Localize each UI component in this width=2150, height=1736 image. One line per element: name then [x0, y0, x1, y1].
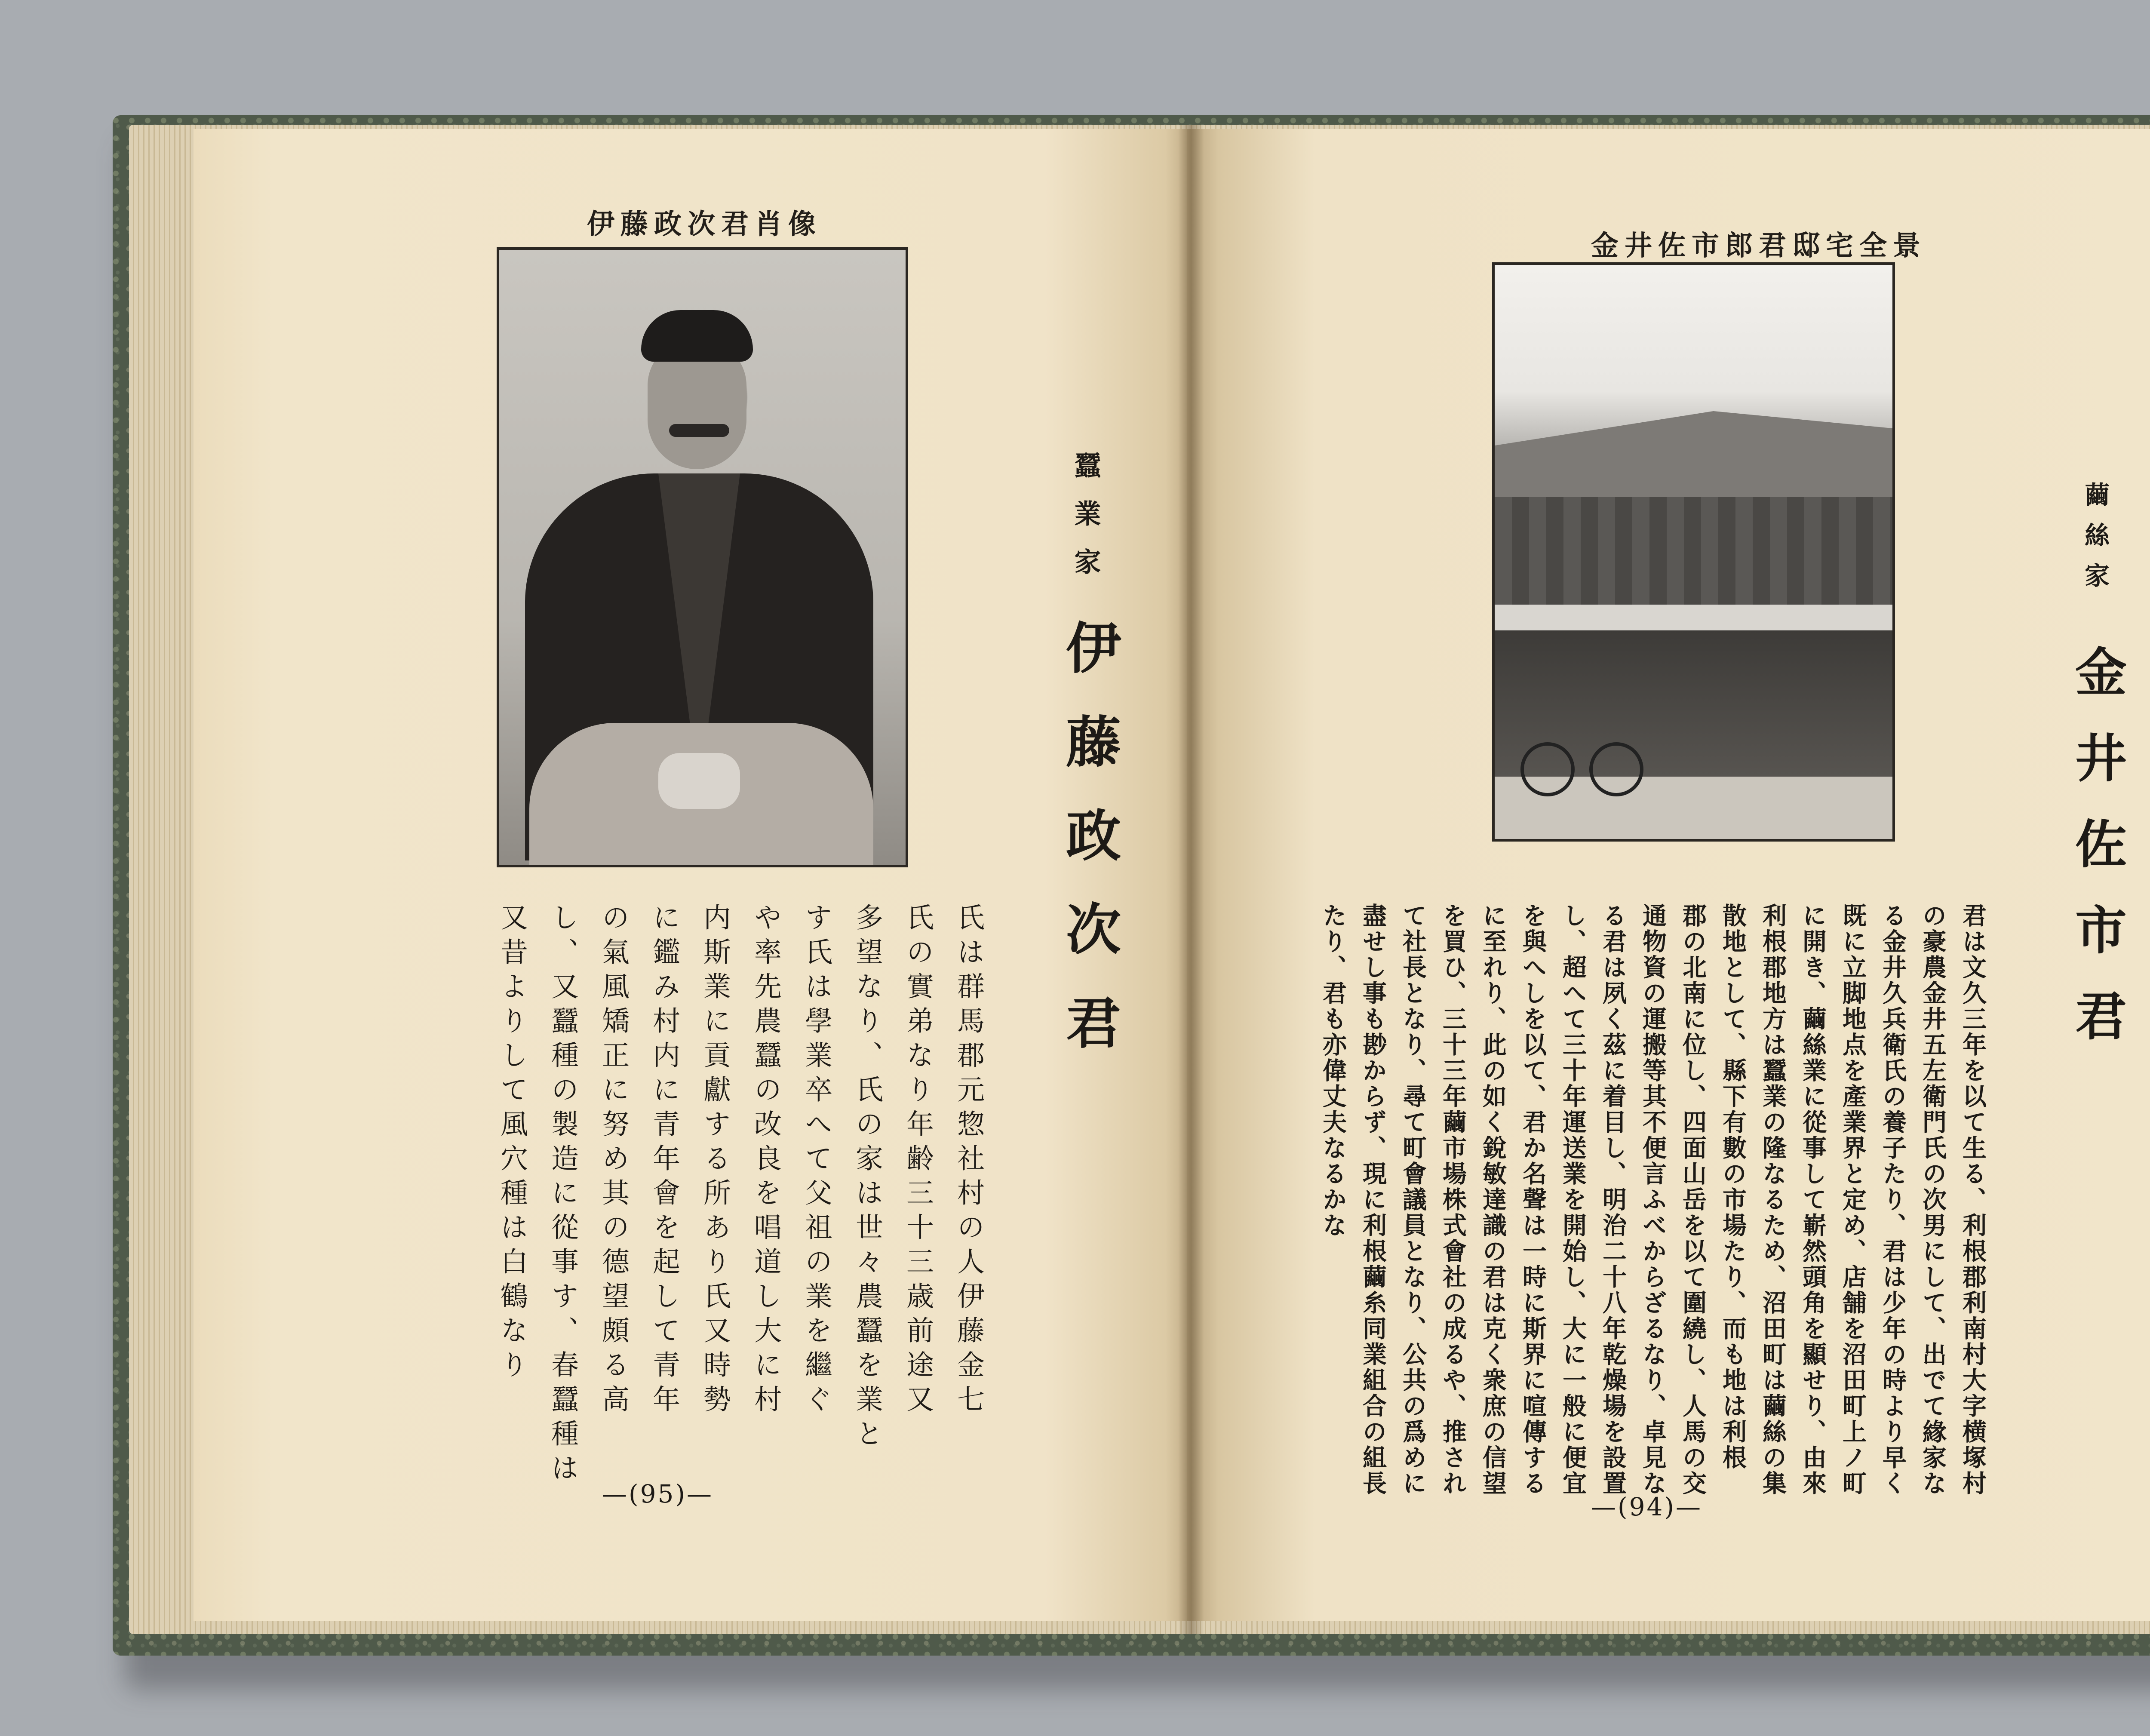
body-column: 多望なり、氏の家は世々農蠶を業と — [851, 903, 883, 1453]
body-column: る金井久兵衛氏の養子たり、君は少年の時より早く — [1879, 903, 1907, 1496]
house-eave — [1495, 605, 1892, 630]
body-column: 既に立脚地点を產業界と定め、店舗を沼田町上ノ町 — [1839, 903, 1867, 1496]
body-column: 氏は群馬郡元惣社村の人伊藤金七 — [952, 903, 984, 1419]
body-column: 散地として、縣下有數の市場たり、而も地は利根 — [1719, 903, 1747, 1471]
portrait-moustache — [669, 424, 729, 437]
body-column: 利根郡地方は蠶業の隆なるため、沼田町は繭絲の集 — [1759, 903, 1787, 1496]
house-roof — [1495, 411, 1892, 497]
house-wall — [1495, 497, 1892, 609]
right-photo-caption: 金井佐市郎君邸宅全景 — [1591, 230, 1926, 262]
bicycle-wheel — [1520, 742, 1575, 796]
right-page-number: —(94)— — [1591, 1492, 1703, 1521]
body-column: る君は夙く茲に着目し、明治二十八年乾燥場を設置 — [1599, 903, 1627, 1496]
body-column: に鑑み村内に青年會を起して青年 — [648, 903, 680, 1419]
portrait-photo — [497, 247, 908, 867]
right-person-name: 金井佐市君 — [2067, 645, 2127, 1075]
body-column: 通物資の運搬等其不便言ふべからざるなり、卓見な — [1639, 903, 1667, 1496]
left-photo-caption: 伊藤政次君肖像 — [587, 208, 822, 240]
body-column: を買ひ、三十三年繭市場株式會社の成るや、推され — [1439, 903, 1467, 1496]
body-column: 郡の北南に位し、四面山岳を以て圍繞し、人馬の交 — [1679, 903, 1707, 1496]
body-column: の氣風矯正に努め其の德望頗る高 — [597, 903, 629, 1419]
body-column: 盡せし事も尠からず、現に利根繭糸同業組合の組長 — [1359, 903, 1387, 1496]
body-column: や率先農蠶の改良を唱道し大に村 — [749, 903, 781, 1419]
body-column: 君は文久三年を以て生る、利根郡利南村大字横塚村 — [1959, 903, 1987, 1496]
body-column: 又昔よりして風穴種は白鶴なり — [496, 903, 528, 1385]
body-column: し、又蠶種の製造に從事す、春蠶種は — [547, 903, 578, 1488]
portrait-hands — [658, 753, 740, 809]
portrait-hair — [641, 310, 753, 362]
body-column: し、超へて三十年運送業を開始し、大に一般に便宜 — [1559, 903, 1587, 1496]
body-column: 内斯業に貢獻する所あり氏又時勢 — [699, 903, 731, 1419]
bicycle-wheel — [1589, 742, 1643, 796]
body-column: たり、君も亦偉丈夫なるかな — [1319, 903, 1347, 1238]
body-column: の豪農金井五左衛門氏の次男にして、出でて緣家な — [1919, 903, 1947, 1496]
body-column: て社長となり、尋て町會議員となり、公共の爲めに — [1399, 903, 1427, 1496]
right-occupation: 繭絲家 — [2080, 482, 2110, 603]
house-photo — [1492, 262, 1895, 842]
body-column: に至れり、此の如く銳敏達識の君は克く衆庶の信望 — [1479, 903, 1507, 1496]
left-occupation: 蠶業家 — [1070, 452, 1101, 596]
book-gutter — [1178, 125, 1204, 1634]
body-column: す氏は學業卒へて父祖の業を繼ぐ — [800, 903, 832, 1419]
left-page-number: —(95)— — [602, 1479, 714, 1509]
left-person-name: 伊藤政次君 — [1057, 619, 1121, 1088]
body-column: 氏の實弟なり年齢三十三歳前途又 — [902, 903, 934, 1419]
body-column: に開き、繭絲業に從事して嶄然頭角を顯せり、由來 — [1799, 903, 1827, 1496]
body-column: を與へしを以て、君か名聲は一時に斯界に喧傳する — [1519, 903, 1547, 1496]
